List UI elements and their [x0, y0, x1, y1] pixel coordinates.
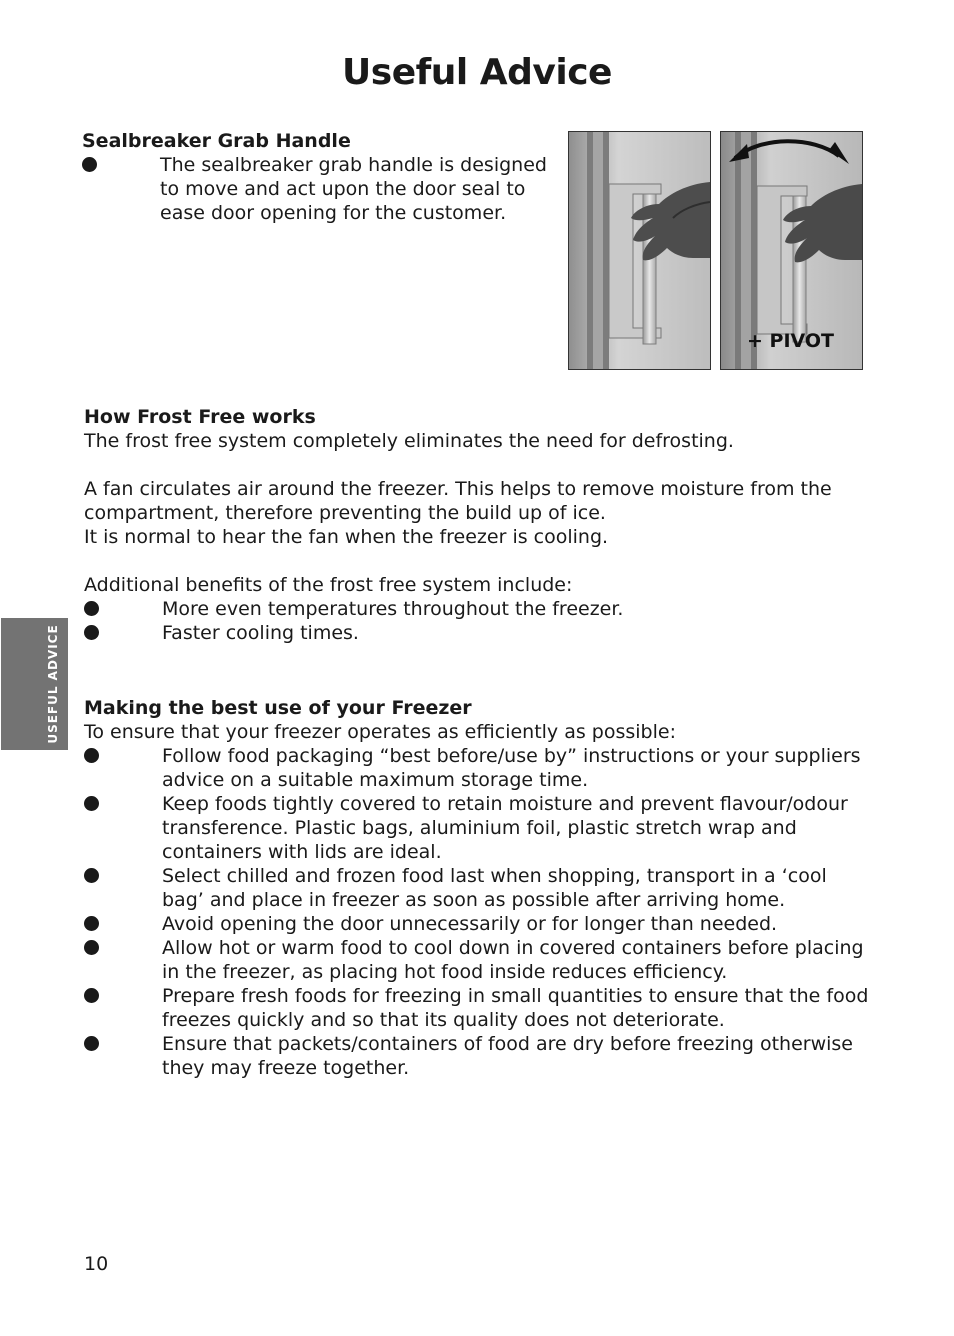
paragraph: It is normal to hear the fan when the freezer is cooling. [84, 526, 609, 548]
bullet-list [82, 153, 562, 225]
list-item-text: Avoid opening the door unnecessarily or for longer than needed. [162, 913, 778, 935]
paragraph: The frost free system completely eliminates the need for defrosting. [84, 430, 734, 452]
bullet-dot-icon [84, 601, 99, 616]
list-item-text: Prepare fresh foods for freezing in small quantities to ensure that the food freezes quickly and so that its quality does not deteriorate. [162, 985, 869, 1031]
list-item [84, 1032, 874, 1080]
section-sealbreaker [82, 129, 562, 225]
list-item [84, 984, 874, 1032]
bullet-dot-icon [84, 1036, 99, 1051]
bullet-dot-icon [84, 796, 99, 811]
bullet-dot-icon [84, 625, 99, 640]
side-tab-label: USEFUL ADVICE [46, 624, 60, 744]
list-item-text: The sealbreaker grab handle is designed to move and act upon the door seal to ease door opening for the customer. [160, 154, 547, 224]
handle-photo-pivot [720, 131, 863, 370]
bullet-list [84, 597, 884, 645]
page-number: 10 [84, 1253, 109, 1275]
bullet-dot-icon [84, 988, 99, 1003]
list-item-text: More even temperatures throughout the freezer. [162, 598, 624, 620]
bullet-list [84, 744, 874, 1080]
list-item [84, 912, 874, 936]
bullet-dot-icon [84, 940, 99, 955]
section-heading-best-use: Making the best use of your Freezer [84, 697, 472, 719]
list-item-text: Faster cooling times. [162, 622, 359, 644]
list-item-text: Keep foods tightly covered to retain moisture and prevent flavour/odour transference. Plastic bags, aluminium foil, plastic stretch wrap and containers with lids are ideal. [162, 793, 848, 863]
bullet-dot-icon [84, 868, 99, 883]
list-item [84, 621, 884, 645]
door-handle-image [569, 132, 710, 369]
section-best-use [84, 696, 874, 1080]
list-item-text: Follow food packaging “best before/use by” instructions or your suppliers advice on a suitable maximum storage time. [162, 745, 861, 791]
section-heading-frost-free: How Frost Free works [84, 406, 316, 428]
paragraph: To ensure that your freezer operates as efficiently as possible: [84, 721, 676, 743]
list-item-text: Ensure that packets/containers of food are dry before freezing otherwise they may freeze together. [162, 1033, 853, 1079]
paragraph: A fan circulates air around the freezer. This helps to remove moisture from the compartment, therefore preventing the build up of ice. [84, 478, 832, 524]
bullet-dot-icon [84, 916, 99, 931]
list-item [82, 153, 562, 225]
handle-photo-closed [568, 131, 711, 370]
pivot-label: + PIVOT [747, 330, 835, 352]
paragraph: Additional benefits of the frost free system include: [84, 574, 573, 596]
list-item [84, 744, 874, 792]
list-item-text: Allow hot or warm food to cool down in covered containers before placing in the freezer, as placing hot food inside reduces efficiency. [162, 937, 864, 983]
list-item-text: Select chilled and frozen food last when shopping, transport in a ‘cool bag’ and place in freezer as soon as possible after arriving home. [162, 865, 827, 911]
section-heading-sealbreaker: Sealbreaker Grab Handle [82, 130, 351, 152]
list-item [84, 936, 874, 984]
page-title: Useful Advice [342, 52, 612, 93]
list-item [84, 864, 874, 912]
section-frost-free [84, 405, 884, 645]
list-item [84, 597, 884, 621]
bullet-dot-icon [84, 748, 99, 763]
list-item [84, 792, 874, 864]
bullet-dot-icon [82, 157, 97, 172]
